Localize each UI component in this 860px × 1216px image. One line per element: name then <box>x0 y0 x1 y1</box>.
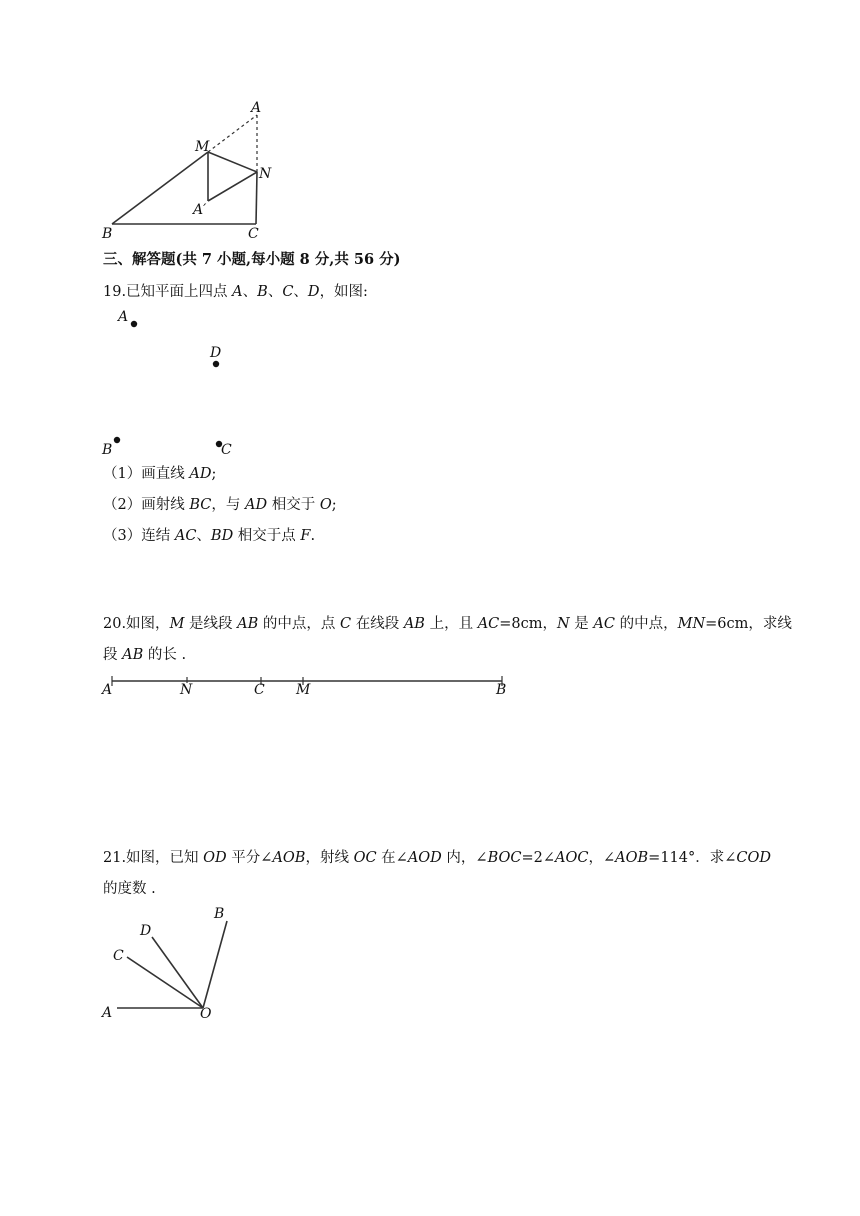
var-ad: AD <box>189 466 212 482</box>
q-text: =114°．求∠ <box>648 850 737 866</box>
q19-text: ，如图: <box>319 284 368 300</box>
ray-oc <box>127 957 203 1008</box>
segment-cn <box>256 172 257 224</box>
label-a: A <box>118 309 129 325</box>
var: AB <box>237 616 259 632</box>
q-text: 21.如图，已知 <box>103 850 204 866</box>
label-a: A <box>102 1005 113 1021</box>
part-text: ，与 <box>211 497 245 513</box>
point-b <box>114 437 120 443</box>
q-text: 的中点， <box>615 616 678 632</box>
section-heading: 三、解答题(共 7 小题,每小题 8 分,共 56 分) <box>103 251 401 268</box>
ray-od <box>152 937 203 1008</box>
var-c: C <box>282 284 294 300</box>
part-text: ; <box>211 466 217 482</box>
var: M <box>169 616 185 632</box>
var: AB <box>403 616 425 632</box>
sep: 、 <box>267 284 283 300</box>
q-text: 内，∠ <box>441 850 488 866</box>
var-ad: AD <box>244 497 268 513</box>
ray-ob <box>203 921 227 1008</box>
var-bc: BC <box>189 497 212 513</box>
label-m: M <box>296 682 311 698</box>
var: C <box>340 616 352 632</box>
label-n: N <box>259 166 272 182</box>
q19-text: 19.已知平面上四点 <box>103 284 233 300</box>
var-a: A <box>232 284 243 300</box>
segment-ab-figure <box>96 670 516 700</box>
sep: 、 <box>242 284 258 300</box>
var-b: B <box>257 284 268 300</box>
label-c: C <box>113 948 124 964</box>
label-c: C <box>248 226 259 242</box>
four-points-figure <box>96 305 246 460</box>
label-b: B <box>102 442 113 458</box>
part-text: 、 <box>196 528 211 544</box>
label-n: N <box>180 682 193 698</box>
q-text: 的中点，点 <box>258 616 340 632</box>
q-text: ，射线 <box>305 850 354 866</box>
label-o: O <box>200 1006 212 1022</box>
label-d: D <box>210 345 222 361</box>
label-c: C <box>254 682 265 698</box>
q-text: 的长 . <box>143 647 187 663</box>
q-text: 上，且 <box>424 616 478 632</box>
q20-line1 <box>103 614 792 634</box>
label-a-prime: A′ <box>193 202 207 218</box>
q-text: 段 <box>103 647 123 663</box>
var: AOB <box>272 850 306 866</box>
segment-mn <box>208 152 257 172</box>
point-a <box>131 321 137 327</box>
label-a: A <box>102 682 113 698</box>
var: AC <box>593 616 615 632</box>
var: BOC <box>487 850 522 866</box>
q-text: 20.如图， <box>103 616 170 632</box>
var-f: F <box>300 528 311 544</box>
q-text: 平分∠ <box>226 850 273 866</box>
part-text: （1）画直线 <box>103 466 190 482</box>
q19-stem <box>103 282 368 302</box>
point-d <box>213 361 219 367</box>
q21-line1 <box>103 848 771 868</box>
part-text: （3）连结 <box>103 528 175 544</box>
var: OD <box>203 850 227 866</box>
var: AB <box>122 647 144 663</box>
var-o: O <box>319 497 332 513</box>
dashed-segment-ma <box>208 115 257 152</box>
q20-line2 <box>103 645 186 665</box>
label-b: B <box>496 682 507 698</box>
var: AOB <box>615 850 649 866</box>
var: AOC <box>555 850 589 866</box>
part-text: ; <box>331 497 337 513</box>
q21-line2: 的度数 . <box>103 881 156 897</box>
q-text: 在线段 <box>351 616 404 632</box>
q-text: 是线段 <box>184 616 238 632</box>
q19-part1 <box>103 464 216 484</box>
var: AC <box>477 616 500 632</box>
q-text: 是 <box>569 616 594 632</box>
q-text: 在∠ <box>376 850 408 866</box>
q-text: =6cm，求线 <box>705 616 792 632</box>
var: MN <box>677 616 706 632</box>
part-text: 相交于点 <box>233 528 301 544</box>
var: N <box>557 616 570 632</box>
angle-figure <box>96 900 246 1025</box>
label-a: A <box>251 100 262 116</box>
part-text: . <box>310 528 316 544</box>
label-m: M <box>195 139 210 155</box>
var-bd: BD <box>210 528 234 544</box>
label-b: B <box>102 226 113 242</box>
segment-na-prime <box>208 172 257 201</box>
var: AOD <box>407 850 442 866</box>
var-ac: AC <box>174 528 197 544</box>
folded-triangle-figure <box>96 95 286 245</box>
sep: 、 <box>293 284 308 300</box>
label-b: B <box>214 906 225 922</box>
q19-part2 <box>103 495 337 515</box>
q-text: =2∠ <box>521 850 556 866</box>
part-text: （2）画射线 <box>103 497 190 513</box>
var: OC <box>353 850 377 866</box>
q19-part3 <box>103 526 315 546</box>
part-text: 相交于 <box>267 497 320 513</box>
var: COD <box>736 850 772 866</box>
var-d: D <box>307 284 320 300</box>
label-c: C <box>221 442 232 458</box>
label-d: D <box>140 923 152 939</box>
q-text: ，∠ <box>588 850 616 866</box>
q-text: =8cm， <box>499 616 558 632</box>
